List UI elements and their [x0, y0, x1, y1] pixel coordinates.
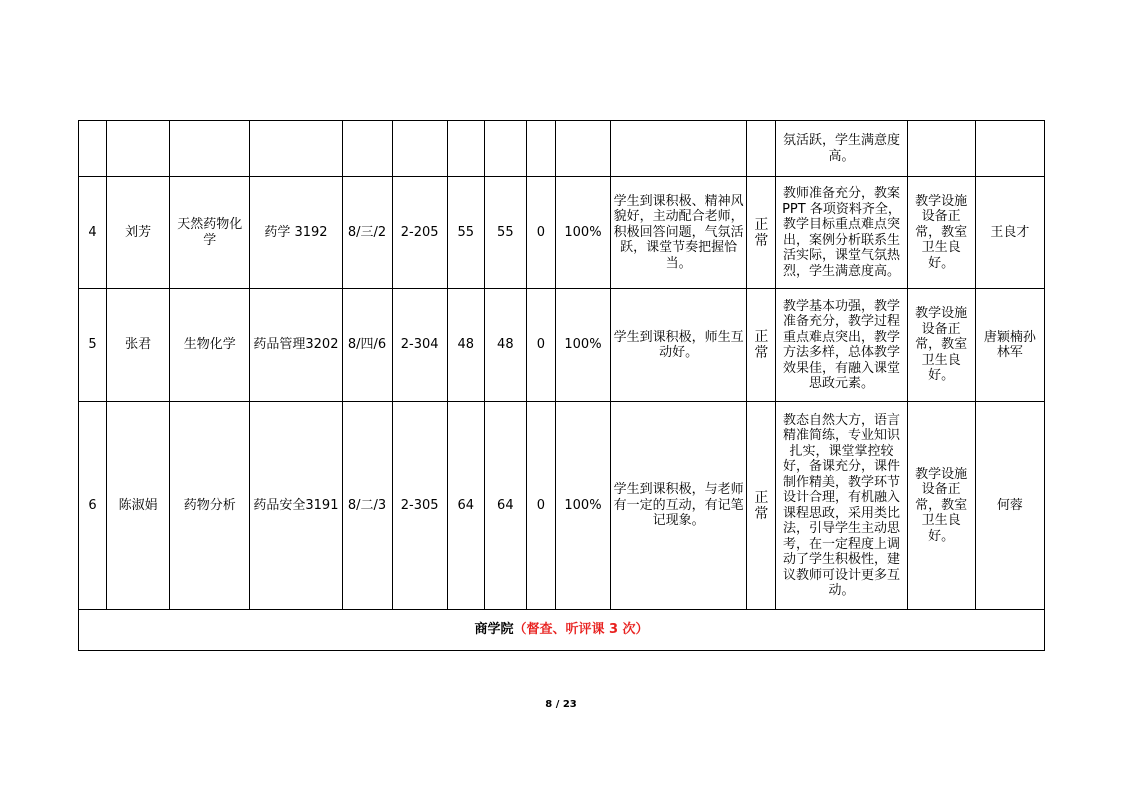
cell-rate: 100%: [555, 402, 610, 610]
cell-empty: [907, 121, 975, 177]
cell-empty: [747, 121, 776, 177]
cell-course: 药物分析: [170, 402, 250, 610]
cell-actual: 55: [484, 177, 526, 289]
section-header: [79, 610, 1045, 651]
cell-empty: [342, 121, 392, 177]
cell-empty: [447, 121, 484, 177]
order-label: 正常: [754, 489, 769, 522]
cell-empty: [392, 121, 447, 177]
cell-supervisor: 王良才: [975, 177, 1044, 289]
inspection-table: [78, 120, 1045, 651]
cell-student-status: 学生到课积极，与老师有一定的互动，有记笔记现象。: [611, 402, 747, 610]
cell-comment: 教学基本功强，教学准备充分，教学过程重点难点突出，教学方法多样，总体教学效果佳，有融入课堂思政元素。: [776, 289, 907, 402]
section-name: 商学院: [474, 622, 514, 638]
cell-room: 2-305: [392, 402, 447, 610]
cell-comment: 氛活跃，学生满意度高。: [776, 121, 907, 177]
cell-expected: 48: [447, 289, 484, 402]
cell-facility: 教学设施设备正常，教室卫生良好。: [907, 177, 975, 289]
table-row: [79, 402, 1045, 610]
cell-class: 药品管理3202: [250, 289, 342, 402]
cell-student-status: 学生到课积极、精神风貌好，主动配合老师，积极回答问题，气氛活跃，课堂节奏把握恰当。: [611, 177, 747, 289]
cell-comment: 教师准备充分，教案 PPT 各项资料齐全，教学目标重点难点突出，案例分析联系生活实际，课堂气氛热烈，学生满意度高。: [776, 177, 907, 289]
cell-room: 2-304: [392, 289, 447, 402]
cell-expected: 64: [447, 402, 484, 610]
cell-course: 天然药物化学: [170, 177, 250, 289]
cell-absent: 0: [526, 289, 555, 402]
cell-absent: 0: [526, 177, 555, 289]
order-label: 正常: [754, 216, 769, 249]
table-row: [79, 177, 1045, 289]
cell-absent: 0: [526, 402, 555, 610]
cell-class: 药品安全3191: [250, 402, 342, 610]
table-row-partial: [79, 121, 1045, 177]
cell-empty: [526, 121, 555, 177]
cell-supervisor: 何蓉: [975, 402, 1044, 610]
page-number: 8 / 23: [545, 699, 577, 710]
cell-rate: 100%: [555, 177, 610, 289]
cell-empty: [250, 121, 342, 177]
cell-teacher: 刘芳: [107, 177, 170, 289]
section-header-row: [79, 610, 1045, 651]
cell-empty: [975, 121, 1044, 177]
cell-no: 4: [79, 177, 107, 289]
cell-teacher: 陈淑娟: [107, 402, 170, 610]
cell-actual: 64: [484, 402, 526, 610]
cell-no: 6: [79, 402, 107, 610]
cell-empty: [611, 121, 747, 177]
cell-order: [747, 402, 776, 610]
cell-time: 8/二/3: [342, 402, 392, 610]
table-row: [79, 289, 1045, 402]
cell-facility: 教学设施设备正常，教室卫生良好。: [907, 289, 975, 402]
cell-expected: 55: [447, 177, 484, 289]
cell-student-status: 学生到课积极，师生互动好。: [611, 289, 747, 402]
cell-no: 5: [79, 289, 107, 402]
cell-class: 药学 3192: [250, 177, 342, 289]
cell-actual: 48: [484, 289, 526, 402]
cell-empty: [555, 121, 610, 177]
cell-empty: [79, 121, 107, 177]
order-label: 正常: [754, 329, 769, 361]
cell-empty: [484, 121, 526, 177]
cell-rate: 100%: [555, 289, 610, 402]
cell-comment: 教态自然大方，语言精准简练，专业知识扎实，课堂掌控较好，备课充分，课件制作精美，教学环节设计合理，有机融入课程思政，采用类比法，引导学生主动思考，在一定程度上调动了学生积极性，建议教师可设计更多互动。: [776, 402, 907, 610]
cell-supervisor: 唐颖楠孙林军: [975, 289, 1044, 402]
cell-empty: [107, 121, 170, 177]
cell-course: 生物化学: [170, 289, 250, 402]
cell-time: 8/三/2: [342, 177, 392, 289]
cell-empty: [170, 121, 250, 177]
cell-time: 8/四/6: [342, 289, 392, 402]
section-note: （督查、听评课 3 次）: [513, 622, 649, 638]
cell-facility: 教学设施设备正常，教室卫生良好。: [907, 402, 975, 610]
cell-order: [747, 177, 776, 289]
cell-room: 2-205: [392, 177, 447, 289]
cell-order: [747, 289, 776, 402]
cell-teacher: 张君: [107, 289, 170, 402]
